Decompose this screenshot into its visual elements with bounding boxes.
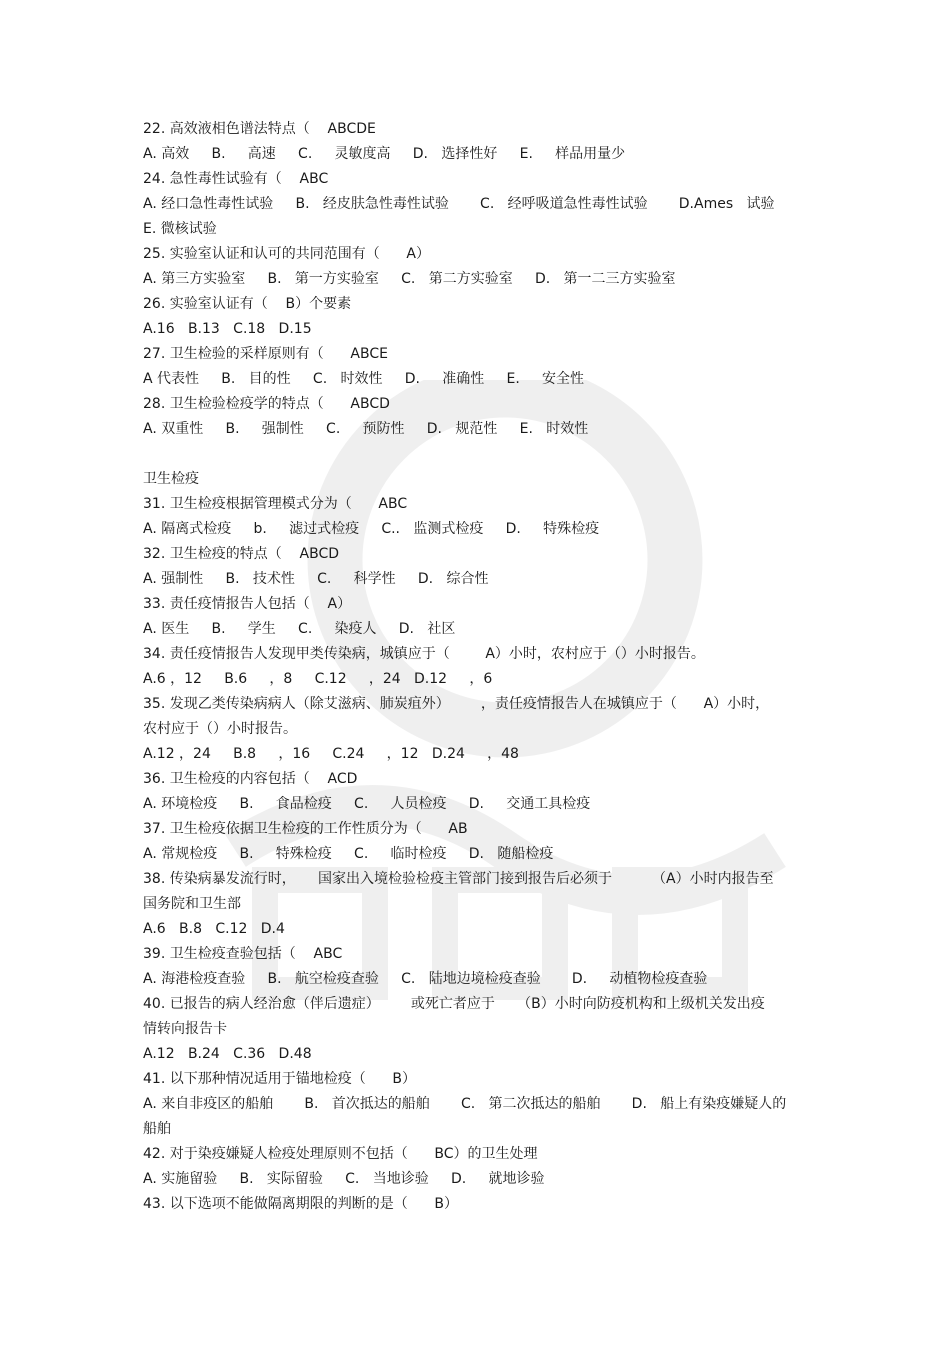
- text-line: A. 高效 B. 高速 C. 灵敏度高 D. 选择性好 E. 样品用量少: [143, 146, 626, 162]
- text-line: A. 强制性 B. 技术性 C. 科学性 D. 综合性: [143, 571, 489, 587]
- text-line: A. 隔离式检疫 b. 滤过式检疫 C.. 监测式检疫 D. 特殊检疫: [143, 521, 600, 537]
- text-line: A. 双重性 B. 强制性 C. 预防性 D. 规范性 E. 时效性: [143, 421, 589, 437]
- text-line: A. 实施留验 B. 实际留验 C. 当地诊验 D. 就地诊验: [143, 1171, 545, 1187]
- text-line: A 代表性 B. 目的性 C. 时效性 D. 准确性 E. 安全性: [143, 371, 585, 387]
- text-line: A. 常规检疫 B. 特殊检疫 C. 临时检疫 D. 随船检疫: [143, 846, 554, 862]
- text-line: 42. 对于染疫嫌疑人检疫处理原则不包括（ BC）的卫生处理: [143, 1146, 538, 1162]
- text-line: 43. 以下选项不能做隔离期限的判断的是（ B）: [143, 1196, 459, 1212]
- text-line: 27. 卫生检验的采样原则有（ ABCE: [143, 346, 388, 362]
- text-line: 35. 发现乙类传染病病人（除艾滋病、肺炭疽外） ，责任疫情报告人在城镇应于（ A）小时，: [143, 696, 770, 712]
- text-line: 28. 卫生检验检疫学的特点（ ABCD: [143, 396, 390, 412]
- text-line: A.12 B.24 C.36 D.48: [143, 1046, 312, 1062]
- text-line: A. 第三方实验室 B. 第一方实验室 C. 第二方实验室 D. 第一二三方实验室: [143, 271, 676, 287]
- blank-line: [143, 442, 823, 467]
- text-line: 38. 传染病暴发流行时， 国家出入境检验检疫主管部门接到报告后必须于 （A）小时内报告至: [143, 871, 774, 887]
- text-line: 船舶: [143, 1121, 171, 1137]
- text-line: 41. 以下那种情况适用于锚地检疫（ B）: [143, 1071, 417, 1087]
- text-line: 农村应于（）小时报告。: [143, 721, 297, 737]
- text-line: A. 医生 B. 学生 C. 染疫人 D. 社区: [143, 621, 456, 637]
- text-line: A.6 ，12 B.6 ，8 C.12 ，24 D.12 ，6: [143, 671, 493, 687]
- text-line: 37. 卫生检疫依据卫生检疫的工作性质分为（ AB: [143, 821, 468, 837]
- text-line: 34. 责任疫情报告人发现甲类传染病，城镇应于（ A）小时，农村应于（）小时报告。: [143, 646, 705, 662]
- text-line: 情转向报告卡: [143, 1021, 227, 1037]
- text-line: E. 微核试验: [143, 221, 217, 237]
- text-line: 22. 高效液相色谱法特点（ ABCDE: [143, 121, 376, 137]
- text-line: A.6 B.8 C.12 D.4: [143, 921, 285, 937]
- text-line: 32. 卫生检疫的特点（ ABCD: [143, 546, 340, 562]
- text-line: 26. 实验室认证有（ B）个要素: [143, 296, 352, 312]
- text-line: 40. 已报告的病人经治愈（伴后遗症） 或死亡者应于 （B）小时向防疫机构和上级机关发出疫: [143, 996, 765, 1012]
- text-line: A.16 B.13 C.18 D.15: [143, 321, 312, 337]
- question-list: [143, 117, 823, 1217]
- text-line: A. 海港检疫查验 B. 航空检疫查验 C. 陆地边境检疫查验 D. 动植物检疫查验: [143, 971, 708, 987]
- text-line: A. 经口急性毒性试验 B. 经皮肤急性毒性试验 C. 经呼吸道急性毒性试验 D.Ames 试验: [143, 196, 775, 212]
- text-line: 33. 责任疫情报告人包括（ A）: [143, 596, 352, 612]
- text-line: A.12 ，24 B.8 ，16 C.24 ，12 D.24 ，48: [143, 746, 519, 762]
- text-line: A. 环境检疫 B. 食品检疫 C. 人员检疫 D. 交通工具检疫: [143, 796, 591, 812]
- text-line: 国务院和卫生部: [143, 896, 241, 912]
- text-line: 24. 急性毒性试验有（ ABC: [143, 171, 329, 187]
- text-line: 31. 卫生检疫根据管理模式分为（ ABC: [143, 496, 408, 512]
- text-line: A. 来自非疫区的船舶 B. 首次抵达的船舶 C. 第二次抵达的船舶 D. 船上有染疫嫌疑人的: [143, 1096, 787, 1112]
- text-line: 25. 实验室认证和认可的共同范围有（ A）: [143, 246, 430, 262]
- text-line: 36. 卫生检疫的内容包括（ ACD: [143, 771, 358, 787]
- text-line: 39. 卫生检疫查验包括（ ABC: [143, 946, 343, 962]
- text-line: 卫生检疫: [143, 471, 199, 487]
